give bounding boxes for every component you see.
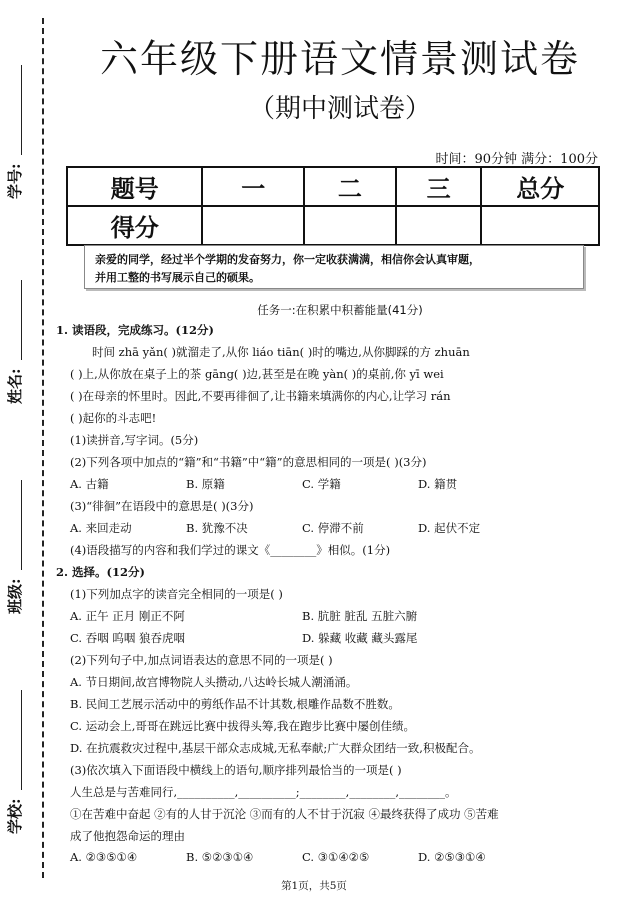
option-c[interactable]: C. 运动会上,哥哥在跳远比赛中拔得头筹,我在跑步比赛中屡创佳绩。 (70, 719, 416, 733)
sub-question: (3)“徘徊”在语段中的意思是( )(3分) (70, 499, 254, 513)
question-1-heading: 1. 读语段，完成练习。(12分) (56, 323, 214, 337)
option-b[interactable]: B. 犹豫不决 (186, 521, 248, 535)
option-b[interactable]: B. 肮脏 脏乱 五脏六腑 (302, 609, 418, 623)
score-input-cell[interactable] (396, 206, 482, 245)
score-cell: 二 (304, 167, 396, 206)
score-cell: 总分 (481, 167, 599, 206)
option-d[interactable]: D. 在抗震救灾过程中,基层干部众志成城,无私奉献;广大群众团结一致,积极配合。 (70, 741, 481, 755)
question-2-heading: 2. 选择。(12分) (56, 565, 145, 579)
name-field (4, 368, 38, 404)
option-d[interactable]: D. 躲藏 收藏 藏头露尾 (302, 631, 418, 645)
option-c[interactable]: C. ③①④②⑤ (302, 850, 370, 864)
score-table (66, 166, 600, 246)
exam-meta: 时间：90分钟 满分：100分 (435, 152, 598, 167)
passage-line: ( )上,从你放在桌子上的茶 gāng( )边,甚至是在晚 yàn( )的桌前,你 yī wei (70, 367, 444, 381)
sentence-items: ①在苦难中奋起 ②有的人甘于沉沦 ③而有的人不甘于沉寂 ④最终获得了成功 ⑤苦难 (70, 807, 499, 821)
option-b[interactable]: B. ⑤②③①④ (186, 850, 254, 864)
sub-question: (1)读拼音,写字词。(5分) (70, 433, 199, 447)
class-field (4, 578, 38, 614)
binding-dashed-line (42, 18, 44, 878)
encouragement-note (84, 245, 584, 289)
option-a[interactable]: A. 正午 正月 刚正不阿 (70, 609, 185, 623)
option-a[interactable]: A. 古籍 (70, 477, 109, 491)
score-cell: 得分 (67, 206, 202, 245)
option-b[interactable]: B. 民间工艺展示活动中的剪纸作品不计其数,根雕作品数不胜数。 (70, 697, 400, 711)
sub-question: (3)依次填入下面语段中横线上的语句,顺序排列最恰当的一项是( ) (70, 763, 402, 777)
fill-text: 人生总是与苦难同行,__________,__________;________,________,________。 (70, 785, 457, 799)
score-input-cell[interactable] (202, 206, 304, 245)
option-d[interactable]: D. 籍贯 (418, 477, 458, 491)
school-line (21, 690, 22, 790)
score-cell: 一 (202, 167, 304, 206)
note-line: 并用工整的书写展示自己的硕果。 (95, 271, 260, 284)
sub-question: (2)下列各项中加点的“籍”和“书籍”中“籍”的意思相同的一项是( )(3分) (70, 455, 427, 469)
passage-line: ( )在母亲的怀里时。因此,不要再徘徊了,让书籍来填满你的内心,让学习 rán (70, 389, 451, 403)
name-line (21, 280, 22, 360)
note-line: 亲爱的同学，经过半个学期的发奋努力，你一定收获满满，相信你会认真审题， (95, 253, 480, 266)
sub-question: (4)语段描写的内容和我们学过的课文《________》相似。(1分) (70, 543, 391, 557)
score-cell: 三 (396, 167, 482, 206)
option-d[interactable]: D. 起伏不定 (418, 521, 481, 535)
school-field (4, 798, 38, 834)
name-label: 姓名: (6, 368, 24, 404)
id-field (4, 163, 38, 199)
binding-margin (0, 0, 52, 897)
page-subtitle: （期中测试卷） (248, 94, 431, 124)
id-label: 学号: (6, 163, 24, 199)
score-input-cell[interactable] (304, 206, 396, 245)
sub-question: (1)下列加点字的读音完全相同的一项是( ) (70, 587, 283, 601)
sentence-items: 成了他抱怨命运的理由 (70, 829, 185, 843)
page-number: 第1页，共5页 (281, 880, 347, 892)
score-cell: 题号 (67, 167, 202, 206)
passage-line: 时间 zhā yǎn( )就溜走了,从你 liáo tiān( )时的嘴边,从你脚踩的方 zhuān (92, 345, 470, 359)
option-c[interactable]: C. 停滞不前 (302, 521, 364, 535)
option-c[interactable]: C. 学籍 (302, 477, 341, 491)
id-line (21, 65, 22, 155)
option-d[interactable]: D. ②⑤③①④ (418, 850, 486, 864)
option-a[interactable]: A. ②③⑤①④ (70, 850, 138, 864)
score-table-header-row (67, 167, 599, 206)
score-table-score-row (67, 206, 599, 245)
score-input-cell[interactable] (481, 206, 599, 245)
page-title: 六年级下册语文情景测试卷 (99, 37, 580, 81)
class-label: 班级: (6, 578, 24, 614)
school-label: 学校: (6, 798, 24, 834)
option-c[interactable]: C. 吞咽 呜咽 狼吞虎咽 (70, 631, 186, 645)
option-a[interactable]: A. 节日期间,故宫博物院人头攒动,八达岭长城人潮涌涌。 (70, 675, 358, 689)
sub-question: (2)下列句子中,加点词语表达的意思不同的一项是( ) (70, 653, 333, 667)
class-line (21, 480, 22, 570)
option-a[interactable]: A. 来回走动 (70, 521, 132, 535)
option-b[interactable]: B. 原籍 (186, 477, 225, 491)
task-heading: 任务一:在积累中积蓄能量(41分) (257, 303, 423, 317)
passage-line: ( )起你的斗志吧! (70, 411, 157, 425)
